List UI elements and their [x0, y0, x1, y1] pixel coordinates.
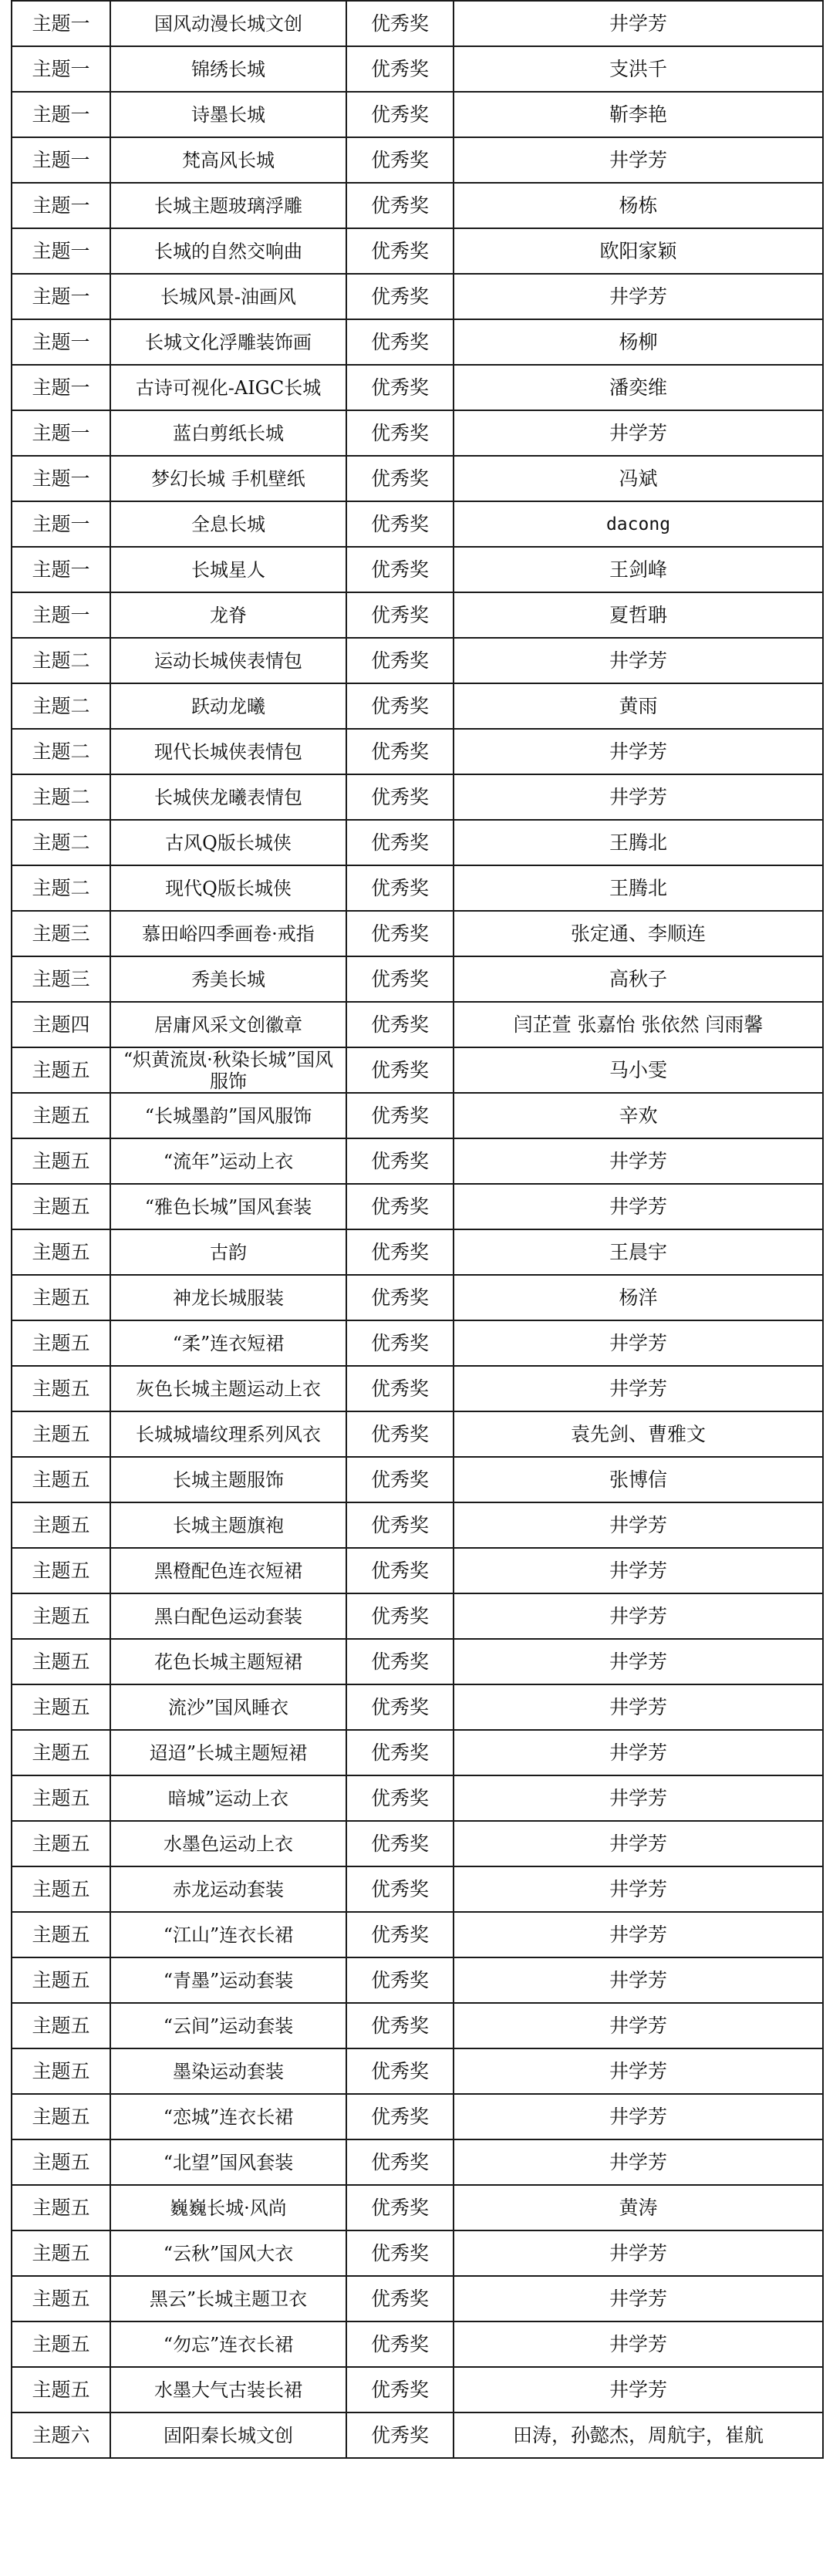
award-level-cell: 优秀奖 [346, 547, 454, 592]
theme-cell: 主题五 [12, 2048, 110, 2094]
theme-cell: 主题三 [12, 956, 110, 1002]
award-level-cell: 优秀奖 [346, 2003, 454, 2048]
award-level-cell: 优秀奖 [346, 46, 454, 92]
author-cell: 潘奕维 [454, 365, 823, 410]
work-title-cell: 国风动漫长城文创 [110, 1, 346, 46]
author-cell: 冯斌 [454, 456, 823, 501]
table-row [12, 683, 823, 729]
award-level-cell: 优秀奖 [346, 2094, 454, 2139]
author-cell: 夏哲聃 [454, 592, 823, 638]
work-title-cell: “北望”国风套装 [110, 2139, 346, 2185]
author-cell: 张定通、李顺连 [454, 911, 823, 956]
theme-cell: 主题一 [12, 501, 110, 547]
author-cell: 井学芳 [454, 1548, 823, 1593]
award-list-body [12, 1, 823, 2458]
table-row [12, 2412, 823, 2458]
work-title-cell: 梦幻长城 手机壁纸 [110, 456, 346, 501]
award-level-cell: 优秀奖 [346, 1593, 454, 1639]
work-title-cell: 运动长城侠表情包 [110, 638, 346, 683]
table-row [12, 2321, 823, 2367]
table-row [12, 319, 823, 365]
theme-cell: 主题五 [12, 1912, 110, 1957]
table-row [12, 1275, 823, 1320]
work-title-cell: 迢迢”长城主题短裙 [110, 1730, 346, 1775]
work-title-cell: “江山”连衣长裙 [110, 1912, 346, 1957]
award-level-cell: 优秀奖 [346, 1730, 454, 1775]
theme-cell: 主题二 [12, 683, 110, 729]
work-title-cell: 居庸风采文创徽章 [110, 1002, 346, 1047]
table-row [12, 2048, 823, 2094]
work-title-cell: 长城城墙纹理系列风衣 [110, 1411, 346, 1457]
award-level-cell: 优秀奖 [346, 2276, 454, 2321]
theme-cell: 主题五 [12, 1775, 110, 1821]
author-cell: 井学芳 [454, 1821, 823, 1866]
author-cell: 井学芳 [454, 1684, 823, 1730]
work-title-cell: 现代Q版长城侠 [110, 865, 346, 911]
author-cell: 王腾北 [454, 865, 823, 911]
theme-cell: 主题五 [12, 1411, 110, 1457]
theme-cell: 主题五 [12, 2094, 110, 2139]
theme-cell: 主题五 [12, 2276, 110, 2321]
theme-cell: 主题五 [12, 1730, 110, 1775]
author-cell: 井学芳 [454, 274, 823, 319]
table-row [12, 365, 823, 410]
author-cell: 井学芳 [454, 1775, 823, 1821]
table-row [12, 92, 823, 137]
work-title-cell: 长城风景-油画风 [110, 274, 346, 319]
award-level-cell: 优秀奖 [346, 365, 454, 410]
author-cell: 井学芳 [454, 1593, 823, 1639]
award-level-cell: 优秀奖 [346, 774, 454, 820]
author-cell: 井学芳 [454, 2230, 823, 2276]
table-row [12, 820, 823, 865]
theme-cell: 主题五 [12, 2230, 110, 2276]
theme-cell: 主题三 [12, 911, 110, 956]
author-cell: 井学芳 [454, 1957, 823, 2003]
author-cell: 井学芳 [454, 2003, 823, 2048]
work-title-cell: 流沙”国风睡衣 [110, 1684, 346, 1730]
theme-cell: 主题一 [12, 456, 110, 501]
author-cell: 黄雨 [454, 683, 823, 729]
author-cell: 井学芳 [454, 2276, 823, 2321]
table-row [12, 2139, 823, 2185]
table-row [12, 1548, 823, 1593]
award-level-cell: 优秀奖 [346, 1047, 454, 1093]
theme-cell: 主题二 [12, 865, 110, 911]
award-level-cell: 优秀奖 [346, 1684, 454, 1730]
theme-cell: 主题五 [12, 1229, 110, 1275]
award-level-cell: 优秀奖 [346, 638, 454, 683]
award-level-cell: 优秀奖 [346, 1957, 454, 2003]
table-row [12, 1229, 823, 1275]
award-level-cell: 优秀奖 [346, 501, 454, 547]
table-row [12, 1593, 823, 1639]
table-row [12, 1502, 823, 1548]
theme-cell: 主题五 [12, 1548, 110, 1593]
theme-cell: 主题五 [12, 1821, 110, 1866]
author-cell: 田涛，孙懿杰，周航宇，崔航 [454, 2412, 823, 2458]
work-title-cell: “柔”连衣短裙 [110, 1320, 346, 1366]
author-cell: 闫芷萱 张嘉怡 张依然 闫雨馨 [454, 1002, 823, 1047]
theme-cell: 主题二 [12, 638, 110, 683]
author-cell: 井学芳 [454, 2367, 823, 2412]
work-title-cell: 龙脊 [110, 592, 346, 638]
author-cell: 王腾北 [454, 820, 823, 865]
theme-cell: 主题五 [12, 1275, 110, 1320]
author-cell: 井学芳 [454, 638, 823, 683]
table-row [12, 638, 823, 683]
work-title-cell: 慕田峪四季画卷·戒指 [110, 911, 346, 956]
award-level-cell: 优秀奖 [346, 2139, 454, 2185]
work-title-cell: “流年”运动上衣 [110, 1138, 346, 1184]
author-cell: 王剑峰 [454, 547, 823, 592]
theme-cell: 主题五 [12, 1366, 110, 1411]
author-cell: 井学芳 [454, 729, 823, 774]
table-row [12, 137, 823, 183]
theme-cell: 主题五 [12, 1866, 110, 1912]
award-level-cell: 优秀奖 [346, 911, 454, 956]
work-title-cell: 水墨色运动上衣 [110, 1821, 346, 1866]
table-row [12, 1184, 823, 1229]
table-row [12, 547, 823, 592]
author-cell: 井学芳 [454, 2139, 823, 2185]
table-row [12, 1639, 823, 1684]
table-row [12, 1821, 823, 1866]
award-level-cell: 优秀奖 [346, 1002, 454, 1047]
author-cell: 井学芳 [454, 1366, 823, 1411]
work-title-cell: “长城墨韵”国风服饰 [110, 1093, 346, 1138]
table-row [12, 1457, 823, 1502]
table-row [12, 1730, 823, 1775]
author-cell: 辛欢 [454, 1093, 823, 1138]
author-cell: 井学芳 [454, 2094, 823, 2139]
author-cell: 杨柳 [454, 319, 823, 365]
award-level-cell: 优秀奖 [346, 1502, 454, 1548]
author-cell: 杨洋 [454, 1275, 823, 1320]
award-level-cell: 优秀奖 [346, 1320, 454, 1366]
theme-cell: 主题五 [12, 1093, 110, 1138]
theme-cell: 主题五 [12, 2139, 110, 2185]
theme-cell: 主题五 [12, 1684, 110, 1730]
award-level-cell: 优秀奖 [346, 2048, 454, 2094]
author-cell: 井学芳 [454, 1502, 823, 1548]
author-cell: 井学芳 [454, 1912, 823, 1957]
theme-cell: 主题二 [12, 774, 110, 820]
author-cell: 靳李艳 [454, 92, 823, 137]
theme-cell: 主题二 [12, 820, 110, 865]
award-level-cell: 优秀奖 [346, 183, 454, 228]
theme-cell: 主题五 [12, 1639, 110, 1684]
author-cell: 井学芳 [454, 137, 823, 183]
author-cell: 井学芳 [454, 1730, 823, 1775]
work-title-cell: 现代长城侠表情包 [110, 729, 346, 774]
author-cell: 井学芳 [454, 1639, 823, 1684]
theme-cell: 主题五 [12, 2367, 110, 2412]
table-row [12, 1684, 823, 1730]
work-title-cell: 灰色长城主题运动上衣 [110, 1366, 346, 1411]
work-title-cell: 暗城”运动上衣 [110, 1775, 346, 1821]
work-title-cell: 黑云”长城主题卫衣 [110, 2276, 346, 2321]
table-row [12, 1775, 823, 1821]
work-title-cell: “炽黄流岚·秋染长城”国风服饰 [110, 1047, 346, 1093]
award-level-cell: 优秀奖 [346, 592, 454, 638]
work-title-cell: 跃动龙曦 [110, 683, 346, 729]
work-title-cell: 巍巍长城·风尚 [110, 2185, 346, 2230]
award-list-table [11, 0, 824, 2459]
work-title-cell: 锦绣长城 [110, 46, 346, 92]
work-title-cell: 古诗可视化-AIGC长城 [110, 365, 346, 410]
theme-cell: 主题一 [12, 547, 110, 592]
award-level-cell: 优秀奖 [346, 1912, 454, 1957]
work-title-cell: “云间”运动套装 [110, 2003, 346, 2048]
award-level-cell: 优秀奖 [346, 1411, 454, 1457]
table-row [12, 2276, 823, 2321]
author-cell: 高秋子 [454, 956, 823, 1002]
table-row [12, 2230, 823, 2276]
theme-cell: 主题五 [12, 2185, 110, 2230]
table-row [12, 46, 823, 92]
table-row [12, 456, 823, 501]
award-level-cell: 优秀奖 [346, 865, 454, 911]
work-title-cell: 古风Q版长城侠 [110, 820, 346, 865]
award-level-cell: 优秀奖 [346, 1275, 454, 1320]
author-cell: 袁先剑、曹雅文 [454, 1411, 823, 1457]
award-level-cell: 优秀奖 [346, 410, 454, 456]
theme-cell: 主题一 [12, 274, 110, 319]
theme-cell: 主题一 [12, 1, 110, 46]
theme-cell: 主题一 [12, 365, 110, 410]
award-level-cell: 优秀奖 [346, 2230, 454, 2276]
author-cell: 井学芳 [454, 1866, 823, 1912]
theme-cell: 主题一 [12, 592, 110, 638]
theme-cell: 主题五 [12, 1320, 110, 1366]
table-row [12, 2185, 823, 2230]
work-title-cell: 长城的自然交响曲 [110, 228, 346, 274]
work-title-cell: 长城主题服饰 [110, 1457, 346, 1502]
award-level-cell: 优秀奖 [346, 956, 454, 1002]
theme-cell: 主题一 [12, 46, 110, 92]
theme-cell: 主题五 [12, 1957, 110, 2003]
award-level-cell: 优秀奖 [346, 1639, 454, 1684]
award-level-cell: 优秀奖 [346, 1866, 454, 1912]
table-row [12, 592, 823, 638]
award-level-cell: 优秀奖 [346, 1138, 454, 1184]
work-title-cell: “勿忘”连衣长裙 [110, 2321, 346, 2367]
author-cell: 黄涛 [454, 2185, 823, 2230]
table-row [12, 1912, 823, 1957]
author-cell: 井学芳 [454, 1138, 823, 1184]
theme-cell: 主题四 [12, 1002, 110, 1047]
theme-cell: 主题一 [12, 410, 110, 456]
theme-cell: 主题一 [12, 92, 110, 137]
award-level-cell: 优秀奖 [346, 1457, 454, 1502]
table-row [12, 956, 823, 1002]
work-title-cell: 蓝白剪纸长城 [110, 410, 346, 456]
author-cell: 井学芳 [454, 2321, 823, 2367]
award-level-cell: 优秀奖 [346, 683, 454, 729]
author-cell: 王晨宇 [454, 1229, 823, 1275]
theme-cell: 主题五 [12, 1502, 110, 1548]
work-title-cell: 花色长城主题短裙 [110, 1639, 346, 1684]
award-level-cell: 优秀奖 [346, 456, 454, 501]
author-cell: 井学芳 [454, 2048, 823, 2094]
theme-cell: 主题一 [12, 137, 110, 183]
award-level-cell: 优秀奖 [346, 137, 454, 183]
work-title-cell: “雅色长城”国风套装 [110, 1184, 346, 1229]
award-level-cell: 优秀奖 [346, 1366, 454, 1411]
award-level-cell: 优秀奖 [346, 2412, 454, 2458]
author-cell: 井学芳 [454, 410, 823, 456]
award-level-cell: 优秀奖 [346, 92, 454, 137]
award-level-cell: 优秀奖 [346, 1821, 454, 1866]
table-row [12, 729, 823, 774]
work-title-cell: 全息长城 [110, 501, 346, 547]
work-title-cell: 水墨大气古装长裙 [110, 2367, 346, 2412]
work-title-cell: “云秋”国风大衣 [110, 2230, 346, 2276]
table-row [12, 228, 823, 274]
theme-cell: 主题五 [12, 1138, 110, 1184]
work-title-cell: 古韵 [110, 1229, 346, 1275]
table-row [12, 865, 823, 911]
author-cell: 支洪千 [454, 46, 823, 92]
award-level-cell: 优秀奖 [346, 1, 454, 46]
author-cell: 张博信 [454, 1457, 823, 1502]
theme-cell: 主题六 [12, 2412, 110, 2458]
author-cell: 杨栋 [454, 183, 823, 228]
table-row [12, 1866, 823, 1912]
author-cell: 马小雯 [454, 1047, 823, 1093]
theme-cell: 主题五 [12, 1593, 110, 1639]
work-title-cell: 长城文化浮雕装饰画 [110, 319, 346, 365]
table-row [12, 2003, 823, 2048]
award-level-cell: 优秀奖 [346, 1775, 454, 1821]
work-title-cell: 神龙长城服装 [110, 1275, 346, 1320]
work-title-cell: 墨染运动套装 [110, 2048, 346, 2094]
author-cell: 井学芳 [454, 774, 823, 820]
table-row [12, 774, 823, 820]
work-title-cell: 固阳秦长城文创 [110, 2412, 346, 2458]
table-row [12, 1957, 823, 2003]
work-title-cell: 梵高风长城 [110, 137, 346, 183]
award-level-cell: 优秀奖 [346, 729, 454, 774]
work-title-cell: 黑橙配色连衣短裙 [110, 1548, 346, 1593]
theme-cell: 主题五 [12, 2321, 110, 2367]
table-row [12, 501, 823, 547]
award-level-cell: 优秀奖 [346, 1184, 454, 1229]
table-row [12, 1093, 823, 1138]
theme-cell: 主题五 [12, 2003, 110, 2048]
theme-cell: 主题一 [12, 228, 110, 274]
award-level-cell: 优秀奖 [346, 1548, 454, 1593]
work-title-cell: 长城侠龙曦表情包 [110, 774, 346, 820]
author-cell: 井学芳 [454, 1184, 823, 1229]
table-row [12, 1047, 823, 1093]
table-row [12, 1002, 823, 1047]
award-level-cell: 优秀奖 [346, 2321, 454, 2367]
theme-cell: 主题一 [12, 319, 110, 365]
work-title-cell: “青墨”运动套装 [110, 1957, 346, 2003]
table-row [12, 1138, 823, 1184]
award-level-cell: 优秀奖 [346, 274, 454, 319]
table-row [12, 911, 823, 956]
work-title-cell: 秀美长城 [110, 956, 346, 1002]
award-level-cell: 优秀奖 [346, 319, 454, 365]
award-level-cell: 优秀奖 [346, 1093, 454, 1138]
work-title-cell: 黑白配色运动套装 [110, 1593, 346, 1639]
award-level-cell: 优秀奖 [346, 820, 454, 865]
award-level-cell: 优秀奖 [346, 1229, 454, 1275]
award-level-cell: 优秀奖 [346, 228, 454, 274]
table-row [12, 274, 823, 319]
author-cell: 井学芳 [454, 1, 823, 46]
theme-cell: 主题五 [12, 1184, 110, 1229]
work-title-cell: 长城主题玻璃浮雕 [110, 183, 346, 228]
table-row [12, 2367, 823, 2412]
work-title-cell: 长城星人 [110, 547, 346, 592]
award-level-cell: 优秀奖 [346, 2185, 454, 2230]
table-row [12, 1411, 823, 1457]
author-cell: 井学芳 [454, 1320, 823, 1366]
award-level-cell: 优秀奖 [346, 2367, 454, 2412]
table-row [12, 410, 823, 456]
table-row [12, 1320, 823, 1366]
theme-cell: 主题五 [12, 1457, 110, 1502]
theme-cell: 主题二 [12, 729, 110, 774]
author-cell: 欧阳家颖 [454, 228, 823, 274]
work-title-cell: 诗墨长城 [110, 92, 346, 137]
table-row [12, 2094, 823, 2139]
table-row [12, 183, 823, 228]
work-title-cell: 赤龙运动套装 [110, 1866, 346, 1912]
theme-cell: 主题五 [12, 1047, 110, 1093]
theme-cell: 主题一 [12, 183, 110, 228]
work-title-cell: 长城主题旗袍 [110, 1502, 346, 1548]
table-row [12, 1, 823, 46]
table-row [12, 1366, 823, 1411]
author-cell: dacong [454, 501, 823, 547]
work-title-cell: “恋城”连衣长裙 [110, 2094, 346, 2139]
